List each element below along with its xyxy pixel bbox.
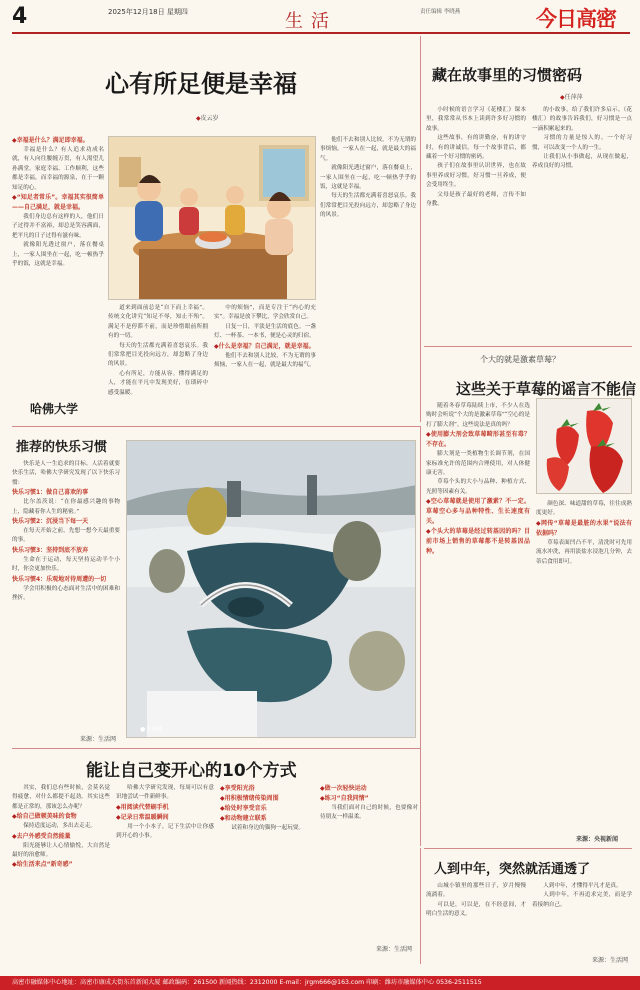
strawberry-photo <box>536 398 632 494</box>
subheading: ◆给生活来点“新奇感” <box>12 861 73 869</box>
subheading: ◆去户外感受自然能量 <box>12 832 71 840</box>
family-dinner-image <box>109 137 316 300</box>
column-divider <box>420 848 421 964</box>
article1-column-4 <box>320 136 416 422</box>
article1-title: 心有所足便是幸福 <box>105 70 297 98</box>
paragraph: 中的烦恼”，而是专注于“内心的充实”。幸福是放下攀比，学会欣赏自己。 <box>214 305 316 321</box>
paragraph: 习惯的力量是惊人的。一个好习惯，可以改变一个人的一生。 <box>532 135 632 151</box>
strawberry-title: 这些关于草莓的谣言不能信 <box>456 380 637 398</box>
article4-source: 来源：生活网 <box>592 957 629 964</box>
section-title: 生活 <box>285 11 337 32</box>
paragraph: 哈佛大学研究发现，每周可以有意识地尝试一件新鲜事。 <box>116 785 214 801</box>
paragraph: 生命在于运动，每天坚持运动半个小时，你会更加快乐。 <box>12 556 120 573</box>
subheading: ◆做一次轻快运动 <box>320 785 367 792</box>
editor-label: 责任编辑 <box>420 9 443 15</box>
subheading: 快乐习惯2：沉浸当下每一天 <box>12 518 89 526</box>
paragraph: 用一个小本子，记下生活中让你感到开心的小事。 <box>116 823 214 840</box>
paragraph: 比尔盖茨说：“在你最感兴趣的事物上，隐藏着你人生的秘密。” <box>12 499 120 515</box>
strawberry-column-1 <box>426 402 530 832</box>
paragraph: 保持适度运动，多出去走走。 <box>23 823 96 830</box>
article2-title: 藏在故事里的习惯密码 <box>432 66 583 84</box>
subheading: ◆使用膨大剂会致草莓畸形甚至有毒？不存在。 <box>426 431 530 449</box>
editor-credits <box>420 8 520 17</box>
paragraph: 人到中年，才懂得平凡才是真。 <box>543 883 622 889</box>
article3-column-1 <box>12 784 110 954</box>
paragraph: 每天的生活都充满着喜怒哀乐。我们常常把目光投向远方，却忽略了身边的风景。 <box>320 193 416 219</box>
article3-title: 能让自己变开心的10个方式 <box>86 761 297 781</box>
page-number: 4 <box>12 4 28 29</box>
camera-icon: ● <box>140 726 146 733</box>
section-divider <box>424 848 632 849</box>
subheading: ◆空心草莓就是使用了激素？不一定。草莓空心多与品种特性、生长速度有关。 <box>426 498 530 526</box>
paragraph: 幸福是什么？有人追求功成名就，有人向往腰缠万贯，有人渴望儿孙满堂。家庭幸福、工作顺利，这些都是幸福，而幸福的源泉，在于一颗知足的心。 <box>12 147 104 191</box>
subheading: ◆记录日常温暖瞬间 <box>116 813 169 821</box>
subheading: ◆给自己做顿美味的食物 <box>12 813 77 821</box>
strawberries-image <box>537 399 632 494</box>
paragraph: 每天的生活都充满着喜怒哀乐。我们常常把目光投向远方，却忽略了身边的风景。 <box>108 342 208 368</box>
paragraph: 人到中年，不再追求完美，而是学着接纳自己。 <box>532 892 632 908</box>
paragraph: 在每天开始之前，先想一想今天最重要的事。 <box>12 528 120 544</box>
paragraph: 父母是孩子最好的老师，言传不如身教。 <box>426 191 526 208</box>
subheading: 快乐习惯3：坚持到底不放弃 <box>12 546 89 554</box>
harvard-source: 来源：生活网 <box>80 736 117 743</box>
subheading: ◆练习“自我同情” <box>320 795 369 802</box>
paragraph: 颜色深、味道甜的草莓，往往成熟度更好。 <box>536 501 632 517</box>
footer-bar <box>0 976 640 990</box>
snow-bridge-image <box>127 441 416 738</box>
article1-column-1 <box>12 136 104 422</box>
paragraph: 可以是，可以是，在不经意间，才明白生活的意义。 <box>426 901 526 918</box>
subheading: ◆用积极情绪传染周围 <box>220 795 279 802</box>
subheading: ◆网传“草莓是最脏的水果”说法有依据吗？ <box>536 519 632 537</box>
subheading: 快乐习惯4：乐观地对待周遭的一切 <box>12 575 107 583</box>
paragraph: 试着和身边的猫狗一起玩耍。 <box>231 825 304 831</box>
paragraph: 我们身边总有这样的人，他们日子过得并不富裕，却总是笑容满面，把平凡的日子过得有滋有味。 <box>12 214 104 239</box>
paragraph: 草莓表面凹凸不平，清洗时可先用流水冲洗，再用淡盐水浸泡几分钟，去蒂后食用即可。 <box>536 539 632 565</box>
paragraph: 阳光能够让人心情愉悦，大自然是最好的治愈师。 <box>12 842 110 859</box>
paragraph: 道来到面前总是“自下而上幸福”。传统文化讲究“知足不辱，知止不殆”。满足不是停滞不前，而是珍惜眼前所拥有的一切。 <box>108 305 208 340</box>
strawberry-source: 来源：央视新闻 <box>576 836 619 843</box>
article4-title: 人到中年，突然就活通透了 <box>434 862 591 877</box>
photo-caption: ●王海摄 <box>140 726 164 733</box>
paragraph: 小时候的语言学习《花楼汇》课本里，我常常从书本上读到许多好习惯的故事。 <box>426 107 526 132</box>
article2-column-2 <box>532 106 632 340</box>
paragraph: 快乐是人一生追求的目标。人活着就要快乐生活，哈佛大学研究发现了以下快乐习惯： <box>12 461 120 486</box>
header-rule <box>12 32 630 34</box>
article1-column-2 <box>108 304 208 422</box>
article3-column-4 <box>320 784 418 940</box>
paragraph: 当我们面对自己的时候，也要像对待朋友一样温柔。 <box>320 805 418 821</box>
paragraph: 这些故事，有的讲勤奋，有的讲守时，有的讲诚信。每一个故事背后，都藏着一个好习惯的密码。 <box>426 135 526 161</box>
article3-column-3 <box>220 784 314 954</box>
paragraph: 学会用积极的心态面对生活中的困难和挫折。 <box>12 585 120 602</box>
subheading: ◆什么是幸福？自己满足，就是幸福。 <box>214 342 315 350</box>
paragraph: 山城小镇里的那些日子，岁月慢慢流淌着。 <box>426 883 526 899</box>
diamond-icon: ◆ <box>560 94 565 101</box>
subheading: 快乐习惯1：做自己喜欢的事 <box>12 489 89 497</box>
section-divider <box>12 748 420 749</box>
article1-author: 皮云岁 <box>200 115 219 122</box>
paragraph: 的小故事，给了我们许多启示。（花楼汇）的故事告诉我们，好习惯是一点一滴积累起来的。 <box>532 107 632 132</box>
strawberry-column-2 <box>536 500 632 832</box>
subheading: ◆享受阳光浴 <box>220 785 255 792</box>
section-divider <box>12 426 420 427</box>
subheading: ◆个头大的草莓是经过转基因的吗？目前市场上销售的草莓都不是转基因品种。 <box>426 528 530 556</box>
column-divider <box>420 426 421 846</box>
issue-date: 2025年12月18日 星期四 <box>108 8 188 16</box>
article1-byline <box>196 113 219 122</box>
diamond-icon: ◆ <box>196 115 201 122</box>
paragraph: 膨大剂是一类植物生长调节剂，在国家标准允许的范围内合理使用，对人体健康无害。 <box>426 451 530 477</box>
paragraph: 就像阳光透过窗户，落在餐桌上，一家人围坐在一起，吃一顿热乎乎的饭，这就是幸福。 <box>320 165 416 191</box>
paragraph: 就像阳光透过窗户，落在餐桌上，一家人围坐在一起，吃一顿热乎乎的饭，这就是幸福。 <box>12 242 104 268</box>
subheading: ◆幸福是什么？满足即幸福。 <box>12 137 89 144</box>
paragraph: 日复一日，平淡是生活的底色。一盏灯、一杯茶、一本书，便是心灵的归宿。 <box>214 323 316 340</box>
harvard-title: 推荐的快乐习惯 <box>16 440 108 455</box>
paragraph: 让我们从小事做起，从现在做起，养成良好的习惯。 <box>532 154 632 170</box>
column-divider <box>420 36 421 422</box>
paragraph: 其实，我们总有些时候，会莫名觉得疲惫，对什么都提不起劲。其实这些都是正常的，那该怎么办呢？ <box>12 785 110 810</box>
snow-park-photo <box>126 440 416 738</box>
article4-column-2 <box>532 882 632 954</box>
paragraph: 孩子们在故事里认识世界，也在故事里养成好习惯。好习惯一旦养成，便会受用终生。 <box>426 163 526 189</box>
subheading: ◆和动物建立联系 <box>220 815 267 822</box>
subheading: ◆“知足者常乐”。幸福其实很简单——自己满足，就是幸福。 <box>12 194 104 212</box>
paragraph: 他们不去和别人比较，不为无谓的事烦恼，一家人在一起，就是最大的福气。 <box>320 137 416 162</box>
family-illustration <box>108 136 316 300</box>
subheading: ◆用阅读代替刷手机 <box>116 803 169 811</box>
subheading: ◆给处时享受音乐 <box>220 805 267 812</box>
article4-column-1 <box>426 882 526 962</box>
paragraph: 他们不去和别人比较，不为无谓的事烦恼，一家人在一起，就是最大的福气。 <box>214 352 316 369</box>
newspaper-logo: 今日高密 <box>536 6 616 31</box>
harvard-kicker: 哈佛大学 <box>30 402 79 416</box>
paragraph: 心有所足，方能从容。懂得满足的人，才能在平凡中发现美好，在琐碎中感受温暖。 <box>108 370 208 396</box>
article3-column-2 <box>116 784 214 954</box>
article2-author: 任萍萍 <box>564 94 583 101</box>
article1-column-3 <box>214 304 316 422</box>
paragraph: 草莓个头的大小与品种、种植方式、光照等因素有关。 <box>426 479 530 495</box>
harvard-body <box>12 460 120 744</box>
editor-name: 李晓燕 <box>443 9 461 15</box>
paragraph: 随着冬春草莓陆续上市，不少人在选购时会听说“个大的是激素草莓”“空心的是打了膨大剂”。这些说法是真的吗？ <box>426 403 530 428</box>
article3-source: 来源：生活网 <box>376 946 413 953</box>
article2-byline <box>560 92 583 101</box>
strawberry-kicker: 个大的就是激素草莓？ <box>480 355 560 364</box>
footer-text: 高密市融媒体中心地址：高密市康成大街东首新闻大厦 邮政编码：261500 新闻热线：2312000 E-mail：jrgm666@163.com 印刷：潍坊市融媒体中心 0536-2511515 <box>12 979 482 986</box>
section-divider <box>424 346 632 347</box>
article2-column-1 <box>426 106 526 340</box>
